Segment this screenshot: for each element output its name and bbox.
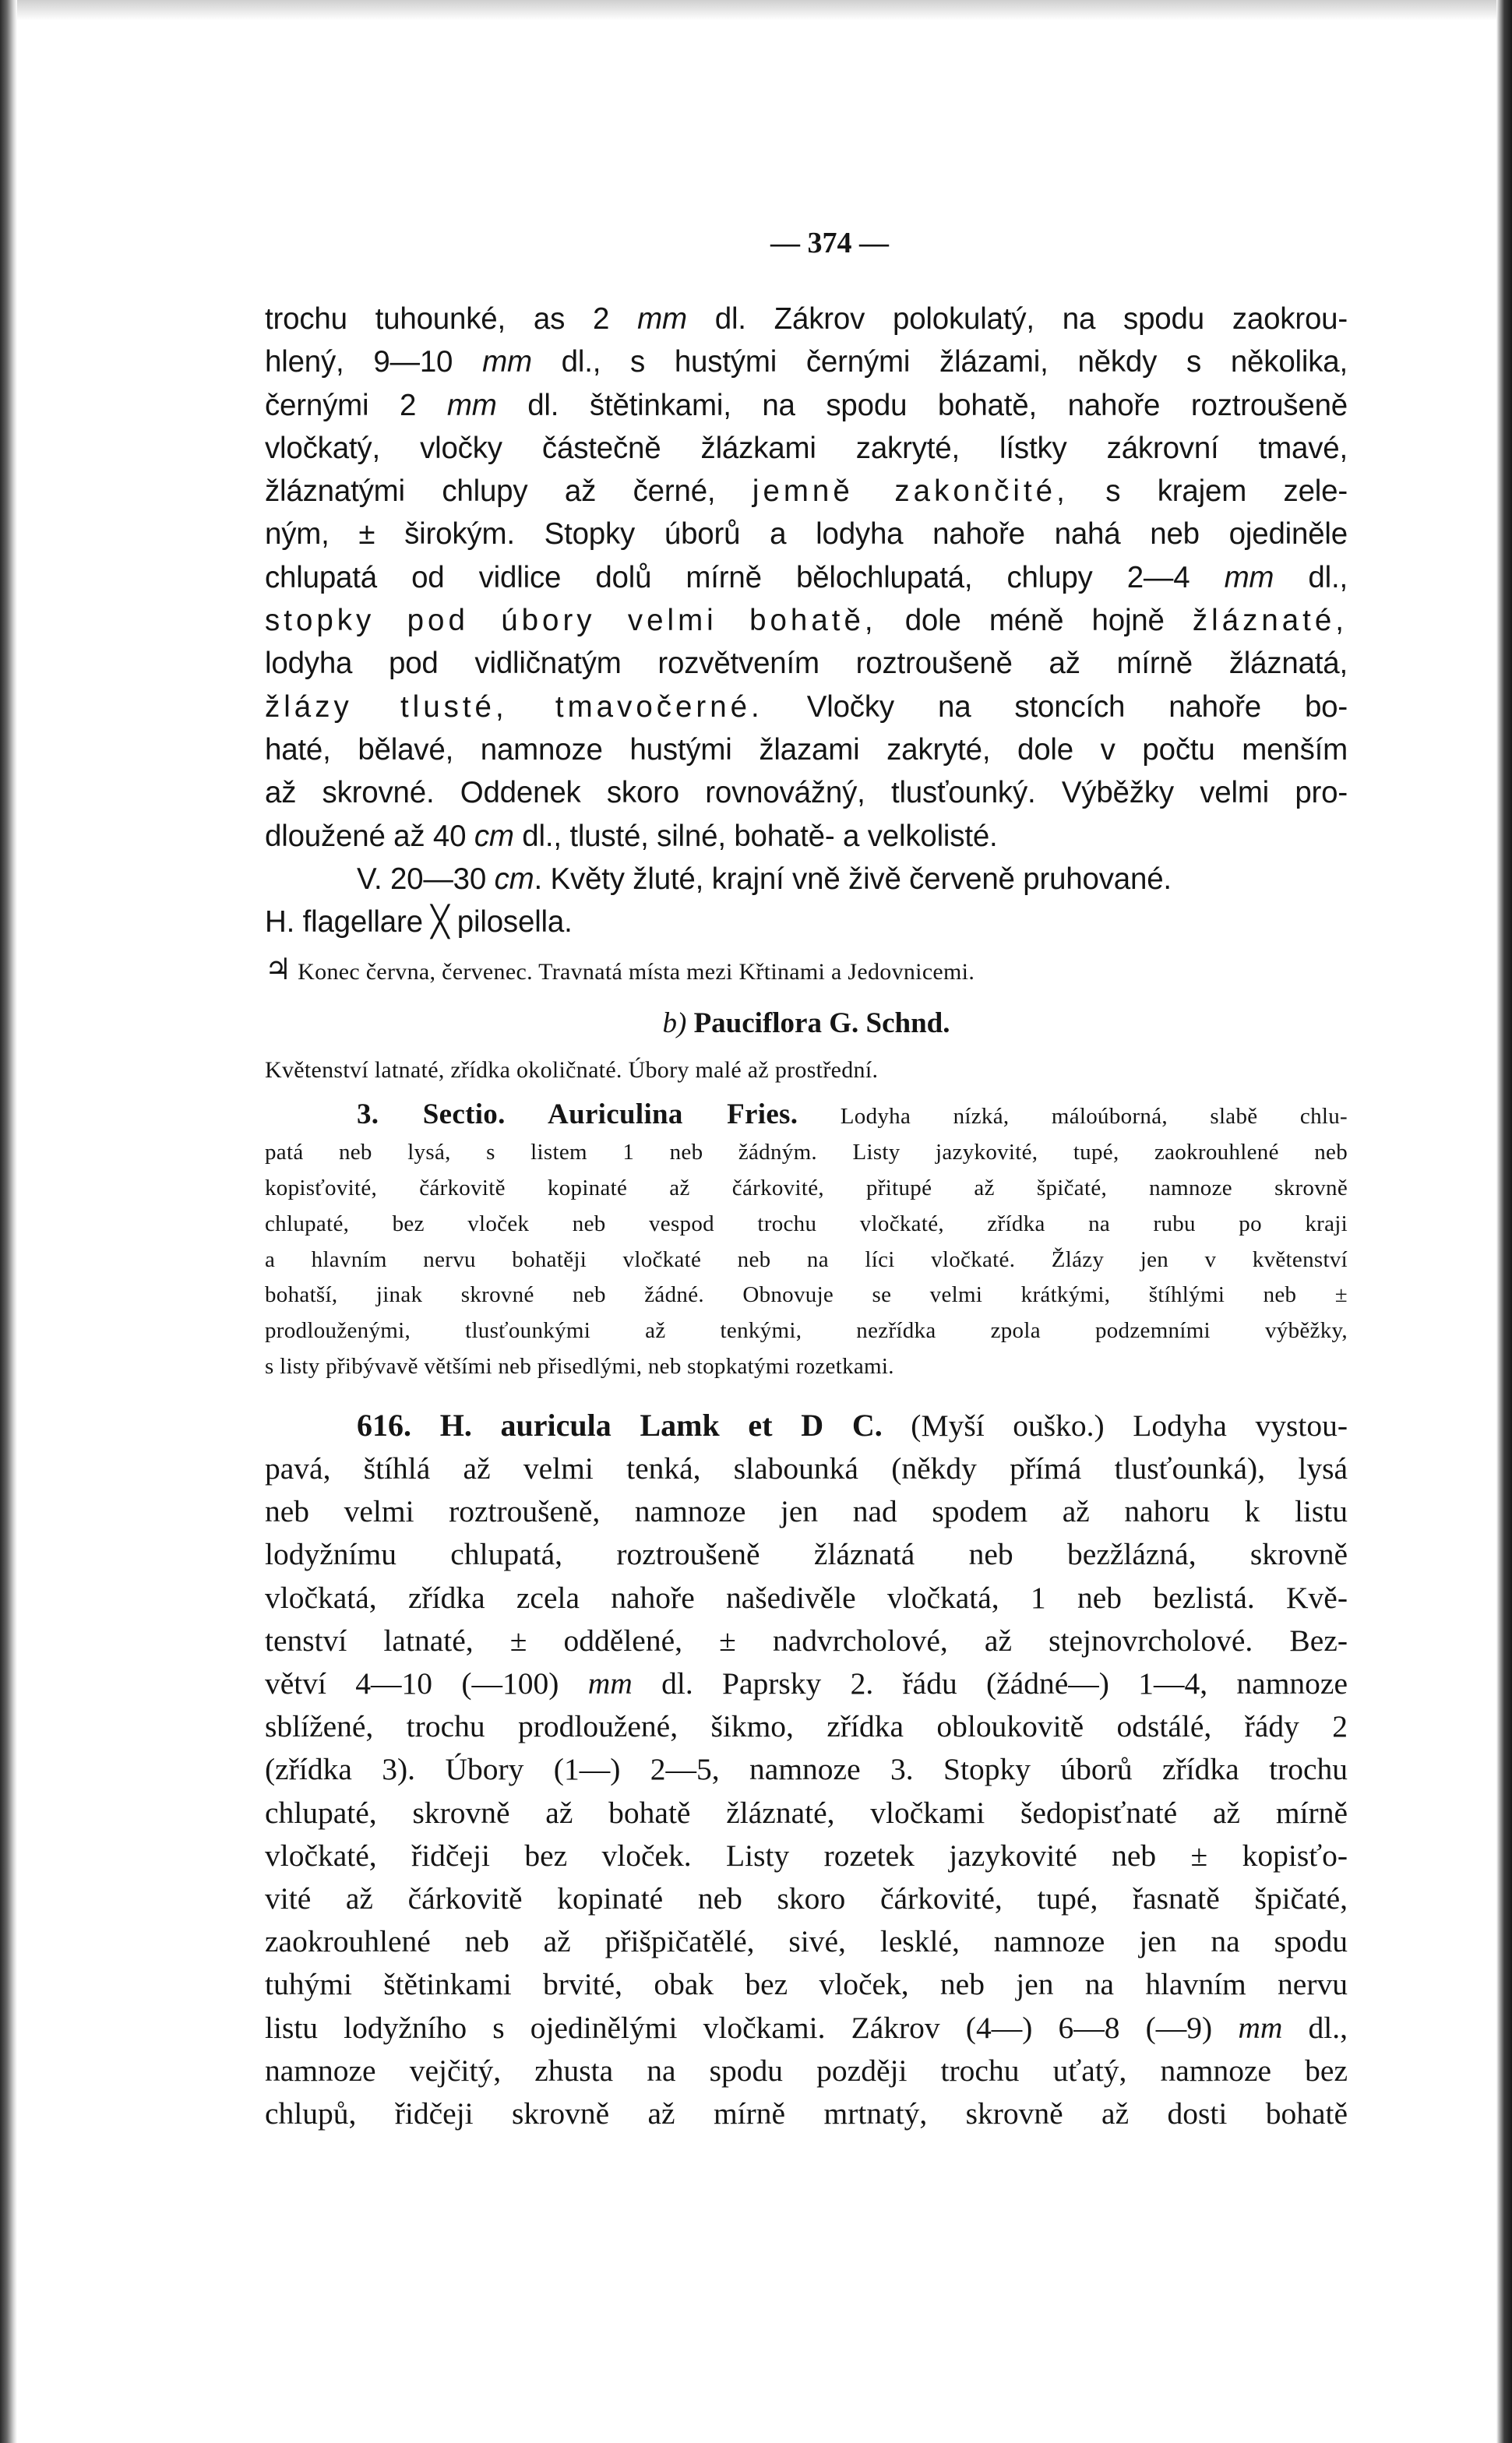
text-line: s listy přibývavě většími neb přisedlými, neb stopkatými rozetkami. (265, 1354, 894, 1380)
text-line: lodyžnímu chlupatá, roztroušeně žláznatá neb bezžlázná, skrovně (265, 1537, 1348, 1572)
habitat-note: ♃ Konec června, červenec. Travnatá místa mezi Křtinami a Jedovnicemi. (265, 954, 975, 987)
perennial-symbol: ♃ (265, 954, 292, 987)
text-line: prodlouženými, tlusťounkými až tenkými, nezřídka zpola podzemními výběžky, (265, 1318, 1348, 1344)
text-line: vločkatá, zřídka zcela nahoře našedivěle vločkatá, 1 neb bezlistá. Kvě- (265, 1580, 1348, 1615)
text-line: bohatší, jinak skrovné neb žádné. Obnovuje se velmi krátkými, štíhlými neb ± (265, 1282, 1348, 1308)
section-title: 3. Sectio. Auriculina Fries. (357, 1098, 798, 1131)
text-line: vločkatý, vločky částečně žlázkami zakryté, lístky zákrovní tmavé, (265, 431, 1348, 465)
text-line: stopky pod úbory velmi bohatě, dole méně hojně žláznaté, (265, 604, 1348, 638)
page-number: — 374 — (770, 227, 889, 259)
text-line: chlupatá od vidlice dolů mírně bělochlupatá, chlupy 2—4 mm dl., (265, 560, 1348, 594)
text-line: tenství latnaté, ± oddělené, ± nadvrcholové, až stejnovrcholové. Bez- (265, 1623, 1348, 1658)
text-line: 3. Sectio. Auriculina Fries. Lodyha nízká, málоúborná, slabě chlu- (357, 1098, 1348, 1131)
text-line: (zřídka 3). Úbory (1—) 2—5, namnoze 3. Stopky úborů zřídka trochu (265, 1752, 1348, 1787)
text-line: lodyha pod vidličnatým rozvětvením roztroušeně až mírně žláznatá, (265, 647, 1348, 681)
text-line: žláznatými chlupy až černé, jemně zakončité, s krajem zele- (265, 474, 1348, 509)
section-description (265, 1097, 1348, 1384)
text-line: a hlavním nervu bohatěji vločkaté neb na líci vločkaté. Žlázy jen v květenství (265, 1246, 1348, 1272)
text-line: tuhými štětinkami brvité, obak bez vloček, neb jen na hlavním nervu (265, 1967, 1348, 2002)
text-line: haté, bělavé, namnoze hustými žlazami zakryté, dole v počtu menším (265, 732, 1348, 767)
text-line: chlupaté, skrovně až bohatě žláznaté, vločkami šedopisťnaté až mírně (265, 1795, 1348, 1830)
text-line: neb velmi roztroušeně, namnoze jen nad spodem až nahoru k listu (265, 1494, 1348, 1529)
subgroup-heading: b) Pauciflora G. Schnd. (662, 1007, 950, 1040)
text-line: 616. H. auricula Lamk et D C. (Myší ouško.) Lodyha vystou- (357, 1407, 1348, 1443)
text-line: kopisťovité, čárkovitě kopinaté až čárkovité, přitupé až špičaté, namnoze skrovně (265, 1176, 1348, 1201)
text-line: černými 2 mm dl. štětinkami, na spodu bohatě, nahoře roztroušeně (265, 388, 1348, 422)
text-line: ným, ± širokým. Stopky úborů a lodyha nahoře nahá neb ojediněle (265, 517, 1348, 552)
text-line: chlupů, řidčeji skrovně až mírně mrtnatý, skrovně až dosti bohatě (265, 2096, 1348, 2131)
text-line: vité až čárkovitě kopinaté neb skoro čárkovité, tupé, řasnatě špičaté, (265, 1881, 1348, 1916)
text-line: sblížené, trochu prodloužené, šikmo, zřídka obloukovitě odstálé, řády 2 (265, 1709, 1348, 1744)
text-line: zaokrouhlené neb až přišpičatělé, sivé, lesklé, namnoze jen na spodu (265, 1924, 1348, 1959)
text-line: listu lodyžního s ojedinělými vločkami. Zákrov (4—) 6—8 (—9) mm dl., (265, 2010, 1348, 2045)
page-top-shadow (0, 0, 1512, 20)
species-entry (265, 1404, 1348, 2135)
text-line: až skrovné. Oddenek skoro rovnovážný, tlusťounký. Výběžky velmi pro- (265, 776, 1348, 810)
hybrid-formula: H. flagellare ╳ pilosella. (265, 905, 573, 939)
text-line: chlupaté, bez vloček neb vespod trochu vločkaté, zřídka na rubu po kraji (265, 1211, 1348, 1236)
text-line: V. 20—30 cm. Květy žluté, krajní vně živě červeně pruhované. (357, 862, 1172, 896)
description-paragraph (265, 298, 1348, 943)
text-line: patá neb lysá, s listem 1 neb žádným. Listy jazykovité, tupé, zaokrouhlené neb (265, 1140, 1348, 1165)
species-title: 616. H. auricula Lamk et D C. (357, 1407, 883, 1443)
text-line: namnoze vejčitý, zhusta na spodu později trochu uťatý, namnoze bez (265, 2053, 1348, 2088)
text-line: vločkaté, řidčeji bez vloček. Listy rozetek jazykovité neb ± kopisťo- (265, 1838, 1348, 1873)
page-body (265, 298, 1348, 2135)
text-line: pavá, štíhlá až velmi tenká, slabounká (někdy přímá tlusťounká), lysá (265, 1451, 1348, 1486)
page-edge-right (1496, 0, 1512, 2443)
subgroup-note: Květenství latnaté, zřídka okoličnaté. Úbory malé až prostřední. (265, 1057, 879, 1084)
text-line: žlázy tlusté, tmavočerné. Vločky na stoncích nahoře bo- (265, 689, 1348, 724)
text-line: větví 4—10 (—100) mm dl. Paprsky 2. řádu (žádné—) 1—4, namnoze (265, 1666, 1348, 1701)
text-line: dloužené až 40 cm dl., tlusté, silné, bohatě- a velkolisté. (265, 819, 998, 853)
text-line: trochu tuhounké, as 2 mm dl. Zákrov polokulatý, na spodu zaokrou- (265, 302, 1348, 336)
page-edge-left (0, 0, 17, 2443)
text-line: hlený, 9—10 mm dl., s hustými černými žlázami, někdy s několika, (265, 345, 1348, 379)
